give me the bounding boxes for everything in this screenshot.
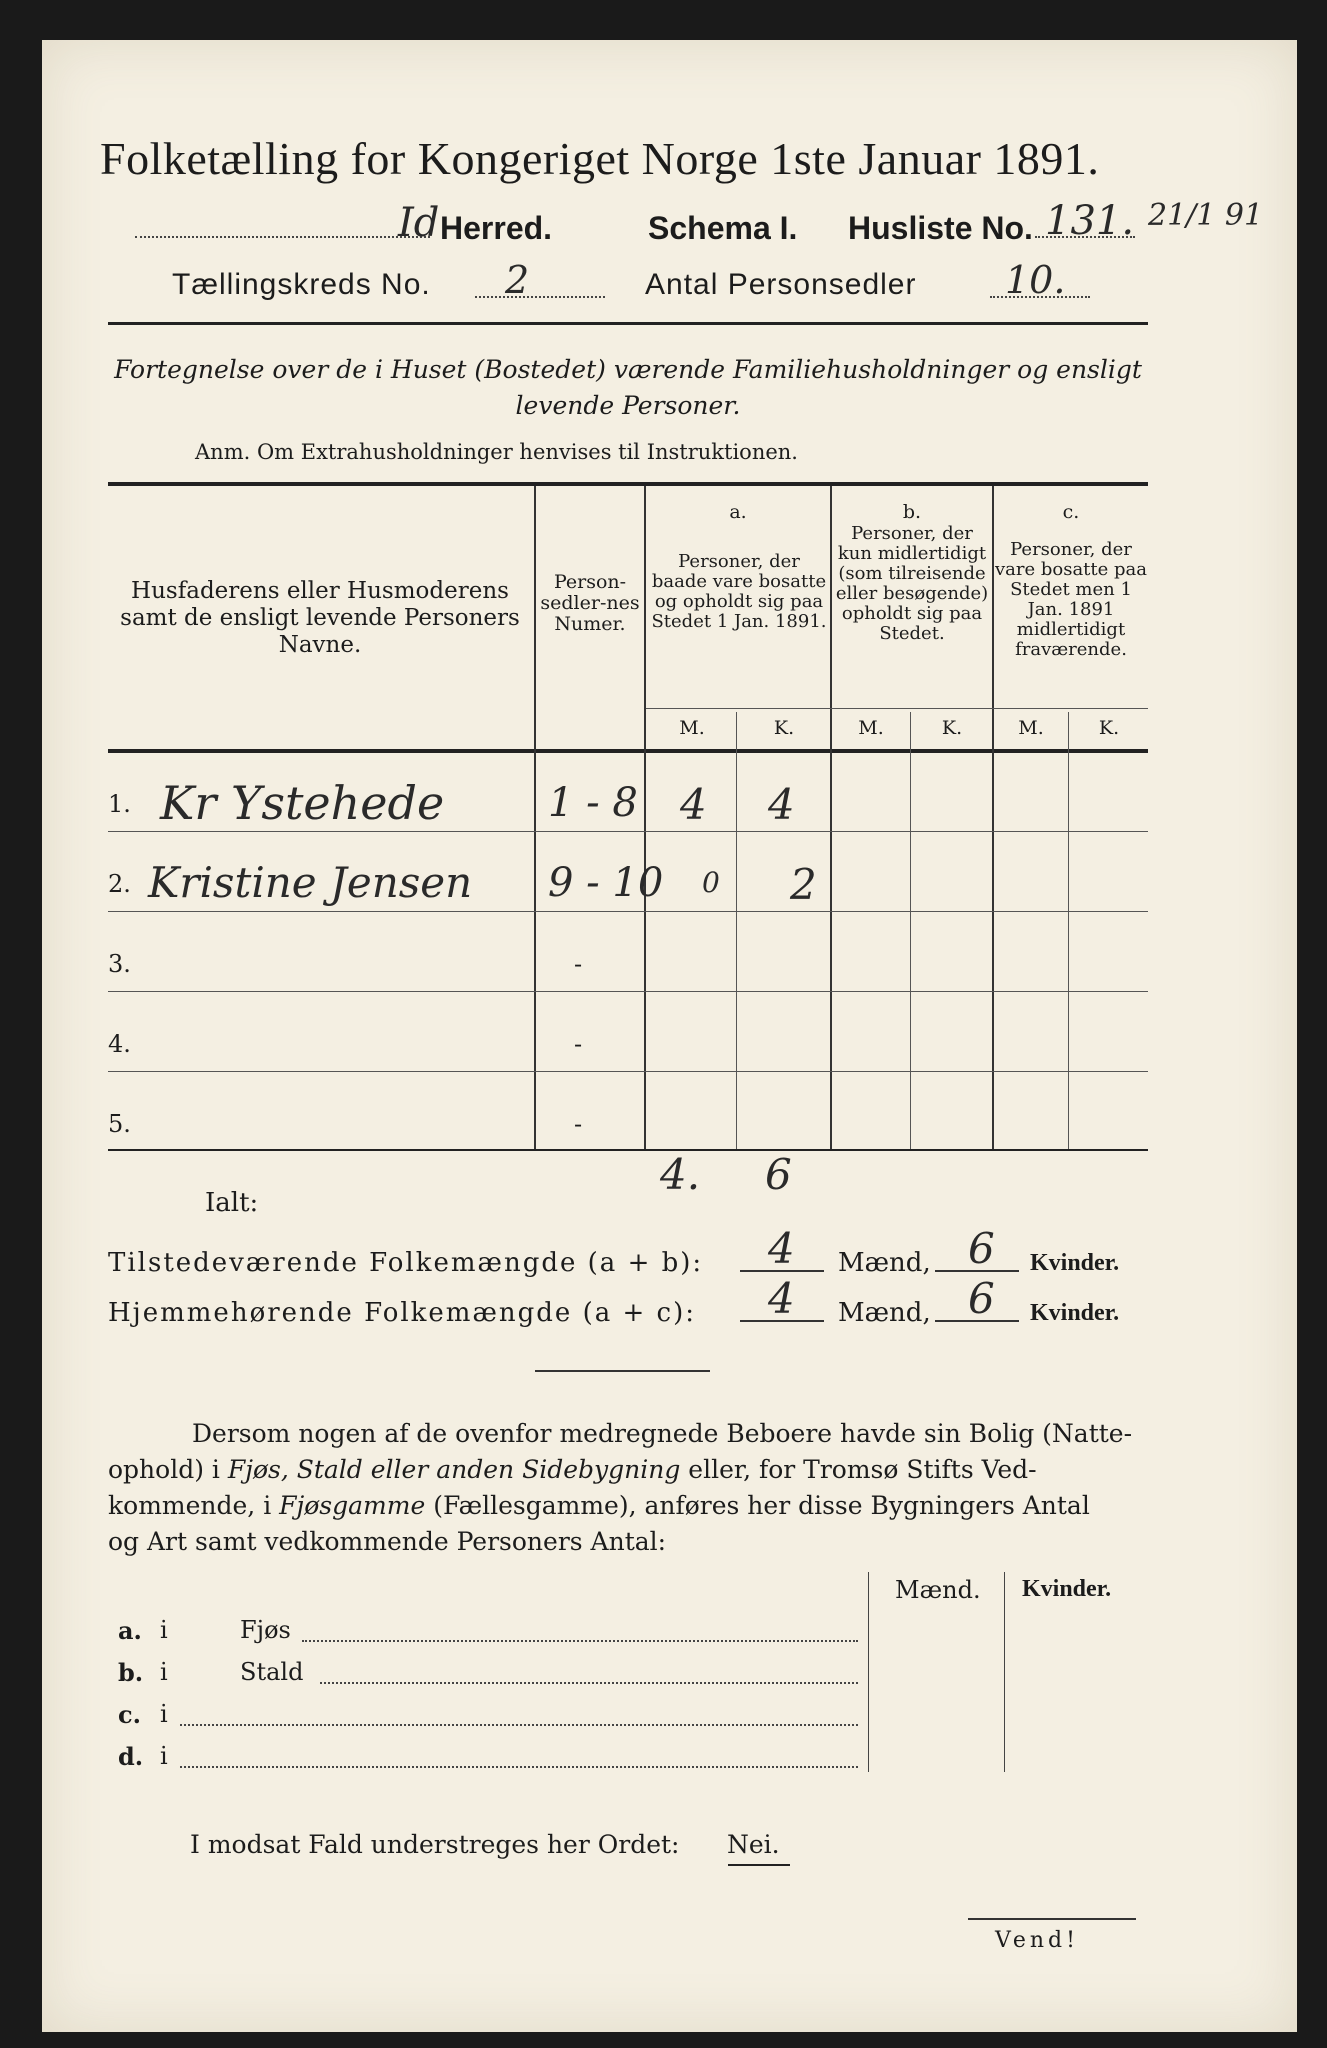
vend-label: Vend! <box>995 1928 1079 1953</box>
col-b-letter: b. <box>902 501 922 523</box>
col-divider-num <box>644 486 646 1149</box>
row-number: 5. <box>108 1110 131 1138</box>
col-name-header: Husfaderens eller Husmoderens samt de ensligt levende Personers Navne. <box>120 578 520 658</box>
date-note: 21/1 91 <box>1148 198 1264 233</box>
bolig-item-letter: a. <box>118 1616 142 1645</box>
hjemme-k-value: 6 <box>968 1274 995 1323</box>
census-form-sheet <box>42 40 1297 2032</box>
col-b-k: K. <box>941 717 963 739</box>
total-m: 4. <box>660 1150 701 1199</box>
row-number: 3. <box>108 950 131 978</box>
row-name: Kr Ystehede <box>160 776 445 830</box>
bolig-col-maend: Mænd. <box>895 1576 981 1604</box>
col-a-letter: a. <box>729 501 747 523</box>
row-persons-num: - <box>574 950 583 978</box>
bolig-item-letter: d. <box>118 1742 144 1771</box>
bolig-item-i: i <box>160 1700 168 1728</box>
bolig-divider-2 <box>1004 1572 1005 1772</box>
intro-heading: Fortegnelse over de i Huset (Bostedet) værende Familiehusholdninger og ensligt levende Personer. <box>114 355 1142 420</box>
col-a-k: K. <box>773 717 795 739</box>
herred-dotted-line <box>135 236 430 238</box>
vend-rule <box>968 1918 1136 1920</box>
row-a-m: 4 <box>680 780 707 829</box>
col-b-m: M. <box>858 717 884 739</box>
col-c-letter: c. <box>1062 501 1080 523</box>
kreds-label: Tællingskreds No. <box>172 268 431 301</box>
tilstede-kvinder: Kvinder. <box>1030 1250 1120 1276</box>
ialt-label: Ialt: <box>205 1188 259 1218</box>
personsedler-label: Antal Personsedler <box>645 268 917 301</box>
row-number: 4. <box>108 1030 131 1058</box>
tilstede-m-value: 4 <box>768 1224 795 1273</box>
col-c-header: Personer, der vare bosatte paa Stedet men 1 Jan. 1891 midlertidigt fraværende. <box>994 539 1148 660</box>
row-persons-num: - <box>574 1110 583 1138</box>
bolig-line-3: kommende, i Fjøsgamme (Fællesgamme), anføres her disse Bygningers Antal <box>108 1491 1090 1520</box>
nei-underline <box>728 1864 790 1866</box>
header-rule <box>108 322 1148 325</box>
kreds-dotted-line <box>475 296 605 298</box>
col-c-m: M. <box>1018 717 1044 739</box>
hjemme-maend: Mænd, <box>838 1298 931 1328</box>
herred-value: Id <box>398 200 440 246</box>
herred-label: Herred. <box>440 210 553 246</box>
row-persons-num: 9 - 10 <box>548 860 664 906</box>
mk-header-rule <box>646 708 1148 709</box>
nei-word: Nei. <box>727 1830 780 1859</box>
row-a-k: 2 <box>790 860 817 909</box>
bolig-dotted-line <box>180 1766 858 1768</box>
tilstede-k-value: 6 <box>968 1224 995 1273</box>
bolig-item-label: Stald <box>240 1658 304 1686</box>
hjemme-kvinder: Kvinder. <box>1030 1300 1120 1326</box>
bolig-item-label: Fjøs <box>240 1616 291 1644</box>
bolig-item-i: i <box>160 1658 168 1686</box>
section-divider <box>535 1370 710 1372</box>
tilstede-label: Tilstedeværende Folkemængde (a + b): <box>108 1248 704 1278</box>
row-line-1 <box>108 831 1148 832</box>
bolig-col-kvinder: Kvinder. <box>1022 1576 1112 1602</box>
husliste-value: 131. <box>1045 198 1135 244</box>
modsat-label: I modsat Fald understreges her Ordet: <box>190 1830 680 1859</box>
bolig-item-i: i <box>160 1616 168 1644</box>
kreds-value: 2 <box>505 258 530 302</box>
bolig-dotted-line <box>180 1724 858 1726</box>
bolig-divider-1 <box>868 1572 869 1772</box>
hjemme-label: Hjemmehørende Folkemængde (a + c): <box>108 1298 696 1328</box>
bolig-dotted-line <box>302 1640 858 1642</box>
row-persons-num: - <box>574 1030 583 1058</box>
bolig-dotted-line <box>320 1682 858 1684</box>
row-a-k: 4 <box>768 780 795 829</box>
schema-label: Schema I. <box>648 210 798 246</box>
col-divider-name <box>534 486 536 1149</box>
hjemme-m-value: 4 <box>768 1274 795 1323</box>
row-line-3 <box>108 991 1148 992</box>
row-number: 2. <box>108 870 131 898</box>
bolig-item-letter: c. <box>118 1700 141 1729</box>
bolig-line-4: og Art samt vedkommende Personers Antal: <box>108 1527 667 1556</box>
bolig-item-letter: b. <box>118 1658 144 1687</box>
form-title: Folketælling for Kongeriget Norge 1ste Januar 1891. <box>100 133 1100 184</box>
row-number: 1. <box>108 790 131 818</box>
row-name: Kristine Jensen <box>148 858 473 907</box>
col-divider-a-mk <box>736 712 737 1149</box>
bolig-item-i: i <box>160 1742 168 1770</box>
bolig-line-2: ophold) i Fjøs, Stald eller anden Sidebygning eller, for Tromsø Stifts Ved- <box>108 1455 1037 1484</box>
col-num-header: Person-sedler-nes Numer. <box>540 571 640 635</box>
husliste-label: Husliste No. <box>848 210 1033 246</box>
col-b-header: Personer, der kun midlertidigt (som tilreisende eller besøgende) opholdt sig paa Stedet. <box>835 523 989 644</box>
table-bottom-rule <box>108 1149 1148 1151</box>
tilstede-maend: Mænd, <box>838 1248 931 1278</box>
row-line-2 <box>108 911 1148 912</box>
bolig-line-1: Dersom nogen af de ovenfor medregnede Beboere havde sin Bolig (Natte- <box>192 1419 1133 1448</box>
col-c-k: K. <box>1098 717 1120 739</box>
total-k: 6 <box>765 1150 792 1199</box>
row-persons-num: 1 - 8 <box>548 780 638 826</box>
row-line-4 <box>108 1071 1148 1072</box>
col-a-m: M. <box>679 717 705 739</box>
col-divider-b-mk <box>910 712 911 1149</box>
col-a-header: Personer, der baade vare bosatte og opholdt sig paa Stedet 1 Jan. 1891. <box>651 551 827 632</box>
personsedler-value: 10. <box>1005 258 1066 302</box>
anm-note: Anm. Om Extrahusholdninger henvises til Instruktionen. <box>195 440 798 464</box>
col-divider-c-mk <box>1068 712 1069 1149</box>
row-a-m: 0 <box>702 866 720 899</box>
